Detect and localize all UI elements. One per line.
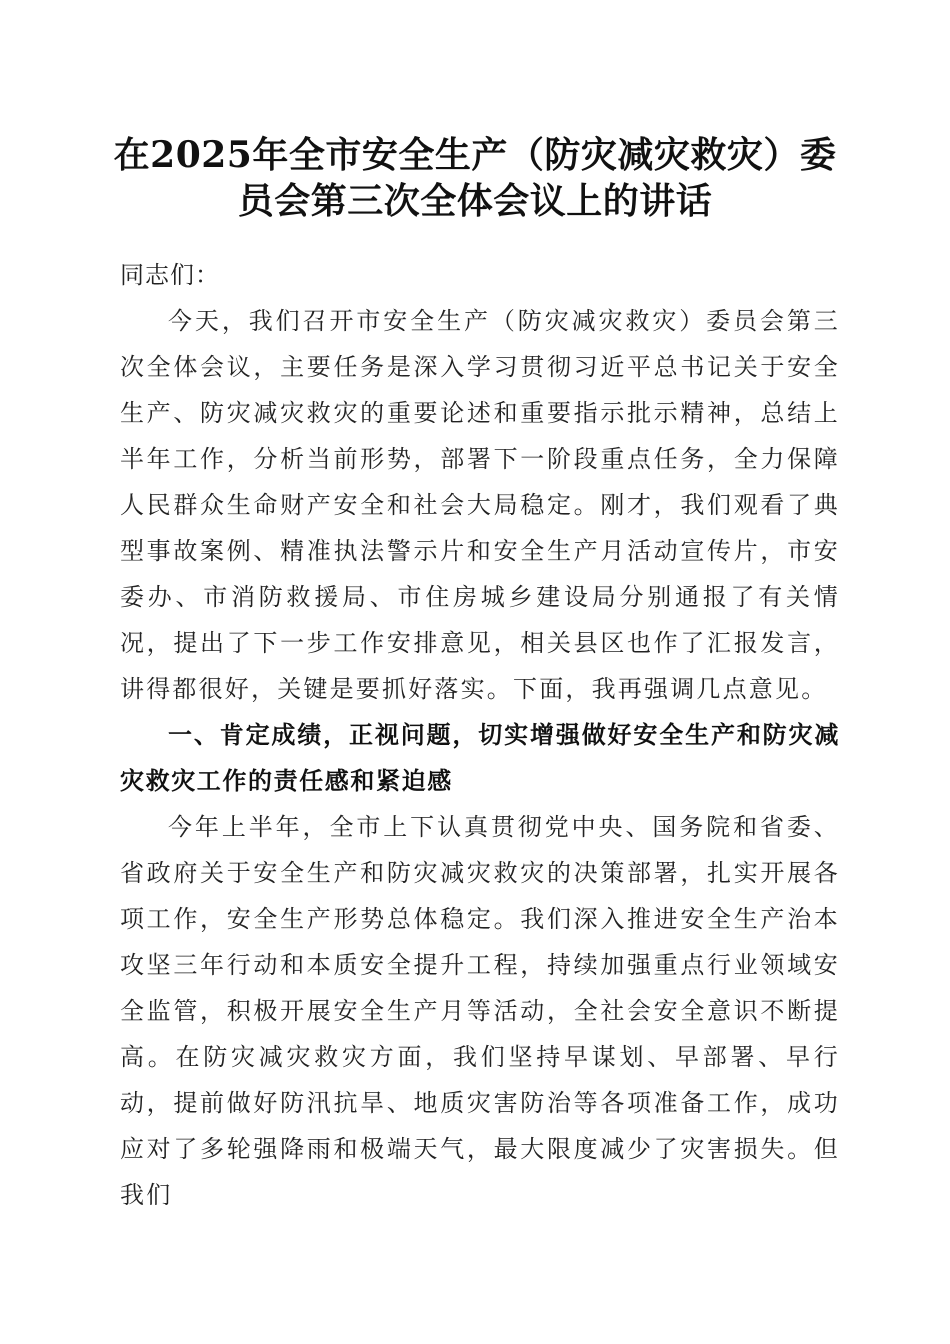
document-title: [100, 132, 850, 224]
body-text: [120, 298, 840, 1218]
section-heading-1: 一、肯定成绩，正视问题，切实增强做好安全生产和防灾减灾救灾工作的责任感和紧迫感: [120, 721, 840, 795]
paragraph-section-1: 今年上半年，全市上下认真贯彻党中央、国务院和省委、省政府关于安全生产和防灾减灾救灾的决策部署，扎实开展各项工作，安全生产形势总体稳定。我们深入推进安全生产治本攻坚三年行动和本质安全提升工程，持续加强重点行业领域安全监管，积极开展安全生产月等活动，全社会安全意识不断提高。在防灾减灾救灾方面，我们坚持早谋划、早部署、早行动，提前做好防汛抗旱、地质灾害防治等各项准备工作，成功应对了多轮强降雨和极端天气，最大限度减少了灾害损失。但我们: [120, 813, 840, 1209]
title-line-1: 在2025年全市安全生产（防灾减灾救灾）委: [113, 134, 837, 176]
title-line-2: 员会第三次全体会议上的讲话: [237, 180, 713, 222]
greeting: 同志们：: [120, 261, 220, 289]
paragraph-intro: 今天，我们召开市安全生产（防灾减灾救灾）委员会第三次全体会议，主要任务是深入学习贯彻习近平总书记关于安全生产、防灾减灾救灾的重要论述和重要指示批示精神，总结上半年工作，分析当前形势，部署下一阶段重点任务，全力保障人民群众生命财产安全和社会大局稳定。刚才，我们观看了典型事故案例、精准执法警示片和安全生产月活动宣传片，市安委办、市消防救援局、市住房城乡建设局分别通报了有关情况，提出了下一步工作安排意见，相关县区也作了汇报发言，讲得都很好，关键是要抓好落实。下面，我再强调几点意见。: [120, 307, 840, 703]
